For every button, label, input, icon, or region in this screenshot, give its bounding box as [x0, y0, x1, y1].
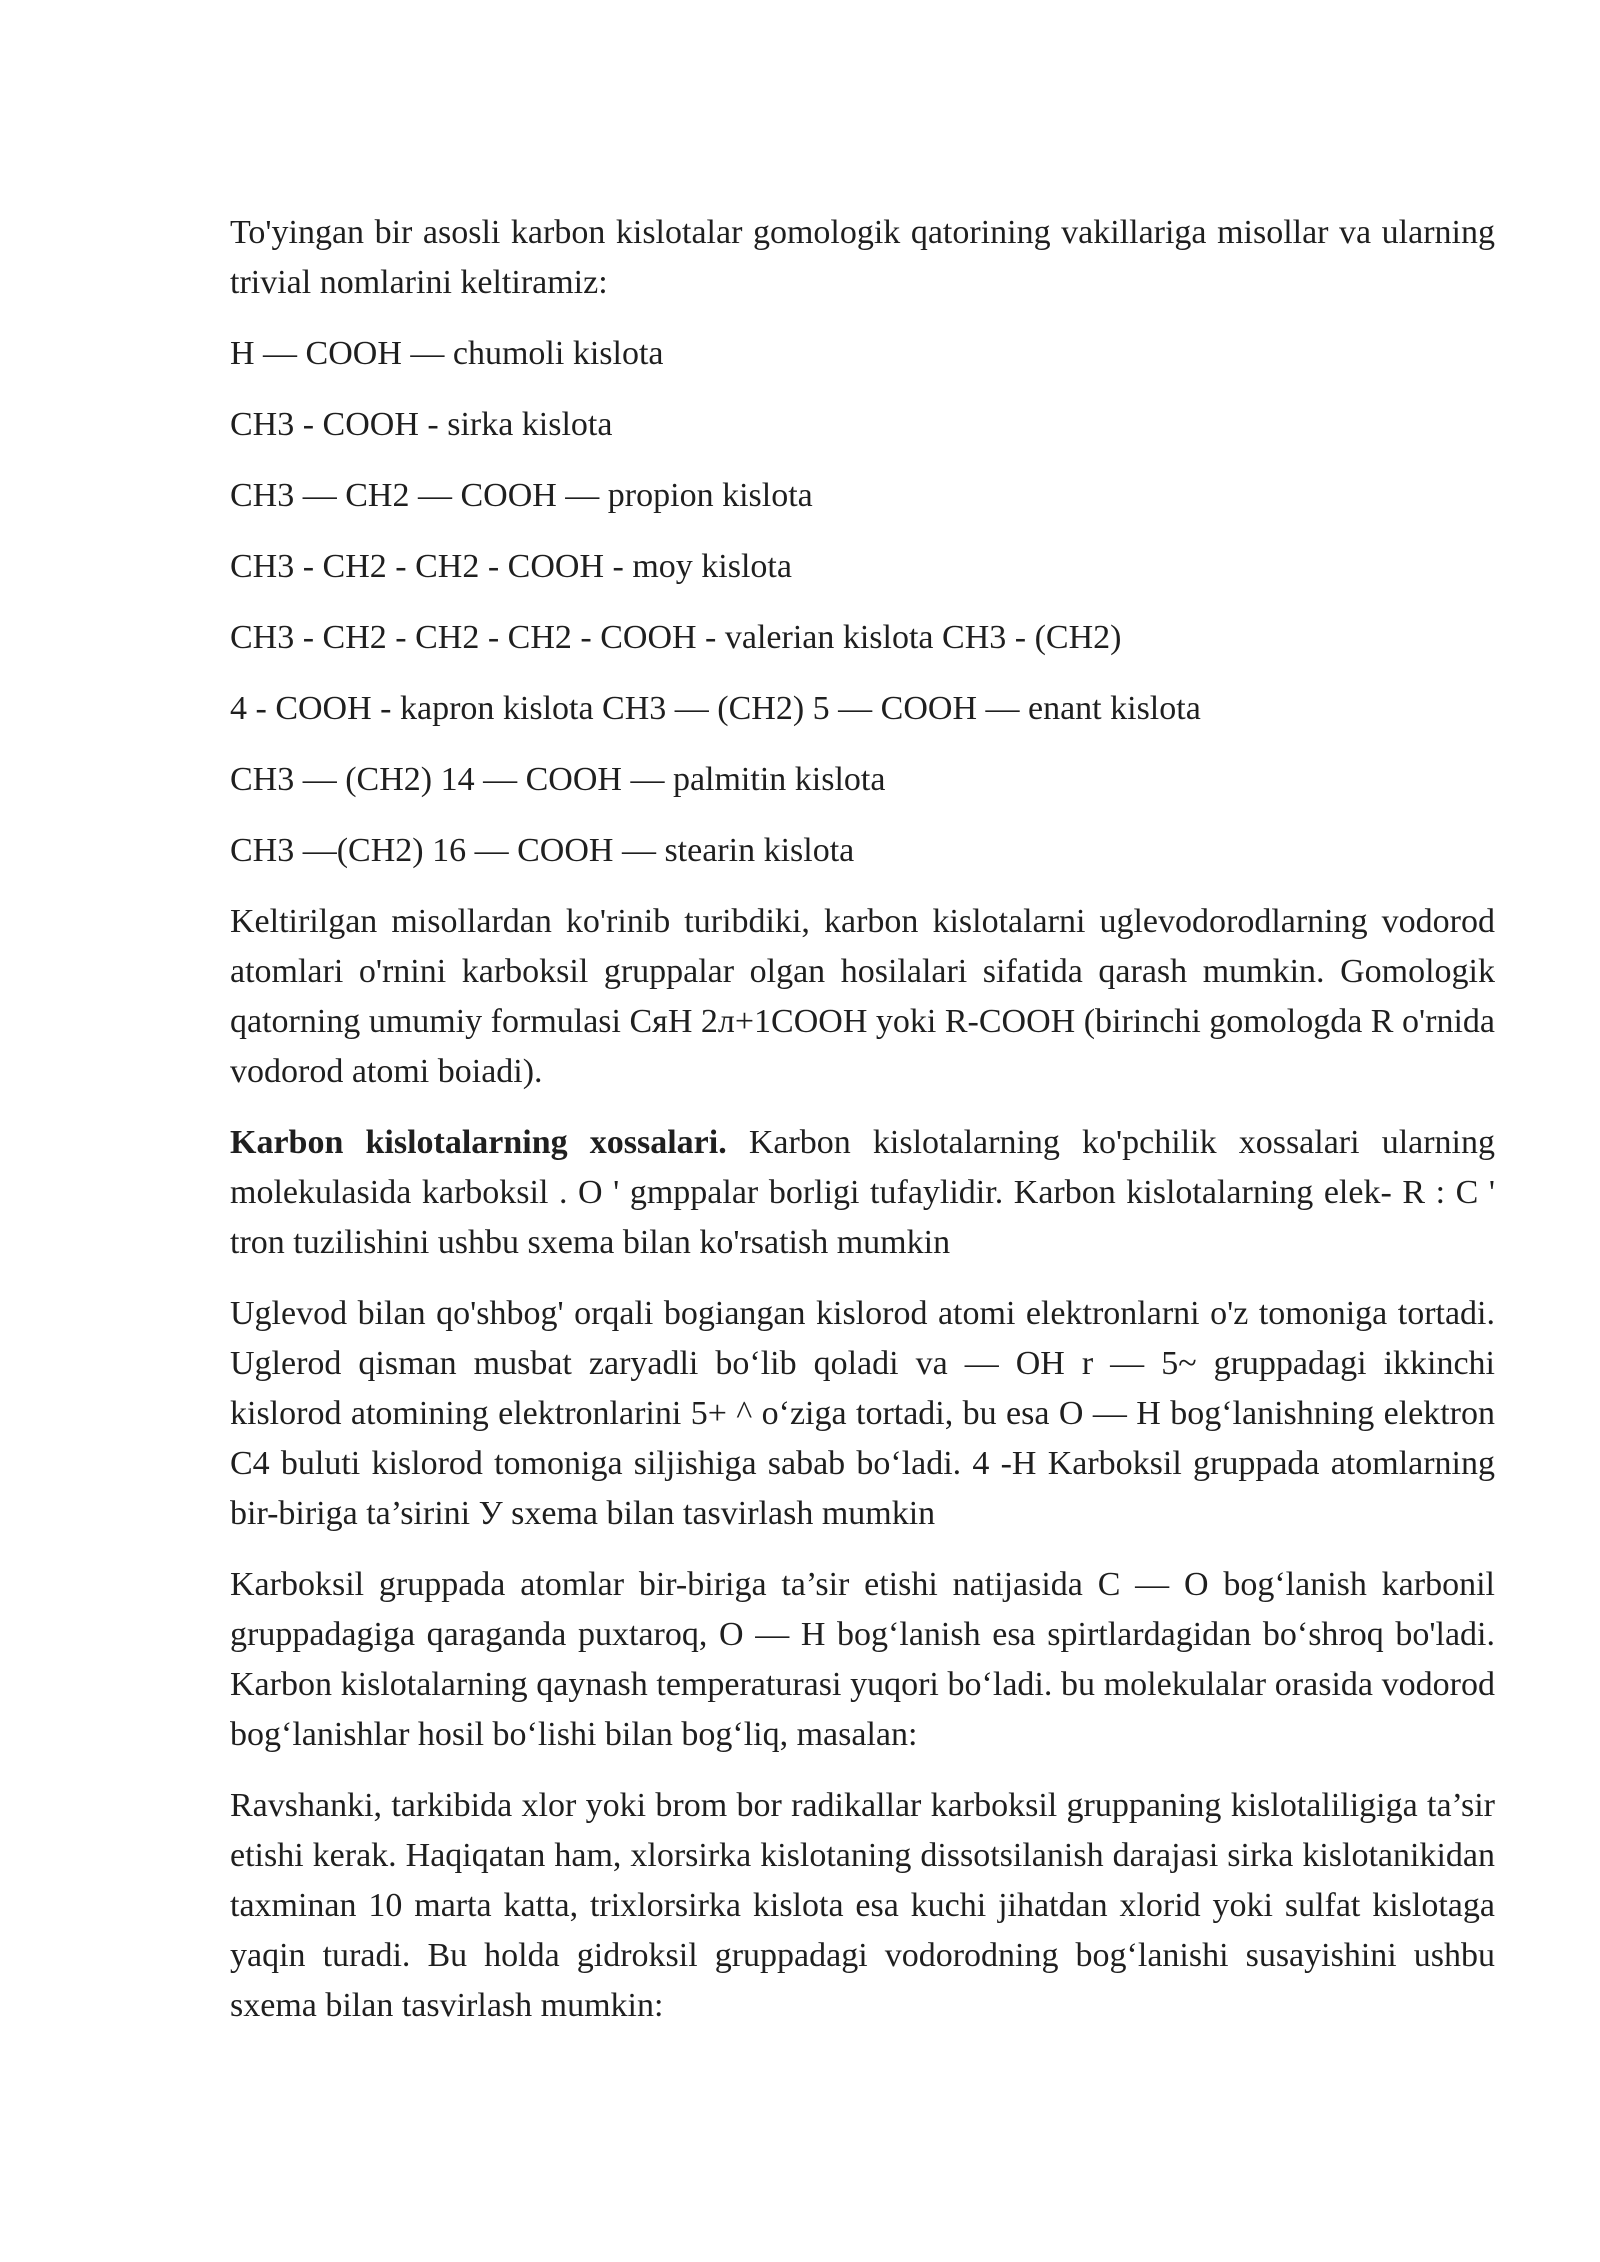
example-line: 4 - COOH - kapron kislota CH3 — (CH2) 5 — COOH — enant kislota: [230, 690, 1201, 727]
example-line: H — COOH — chumoli kislota: [230, 335, 664, 372]
example-line: CH3 - CH2 - CH2 - COOH - moy kislota: [230, 548, 792, 585]
example-line: CH3 - CH2 - CH2 - CH2 - COOH - valerian kislota CH3 - (CH2): [230, 619, 1122, 656]
document-page: [230, 208, 1495, 2052]
properties-heading: Karbon kislotalarning xossalari.: [230, 1124, 727, 1161]
properties-body: Karbon kislotalarning ko'pchilik xossalari ularning molekulasida karboksil . O ' gmppalar borligi tufaylidir. Karbon kislotalarning elek- R : C ' tron tuzilishini ushbu sxema bilan ko'rsatish mumkin: [230, 1124, 1495, 1261]
bond-strength-paragraph: Karboksil gruppada atomlar bir-biriga ta’sir etishi natijasida C — O bog‘lanish karbonil gruppadagiga qaraganda puxtaroq, O — H bog‘lanish esa spirtlardagidan bo‘shroq bo'ladi. Karbon kislotalarning qaynash temperaturasi yuqori bo‘ladi. bu molekulalar orasida vodorod bog‘lanishlar hosil bo‘lishi bilan bog‘liq, masalan:: [230, 1566, 1495, 1753]
example-line: CH3 —(CH2) 16 — COOH — stearin kislota: [230, 832, 855, 869]
intro-paragraph: To'yingan bir asosli karbon kislotalar gomologik qatorining vakillariga misollar va ularning trivial nomlarini keltiramiz:: [230, 214, 1495, 301]
example-line: CH3 — (CH2) 14 — COOH — palmitin kislota: [230, 761, 886, 798]
example-line: CH3 — CH2 — COOH — propion kislota: [230, 477, 813, 514]
properties-paragraph: [230, 1118, 1495, 1268]
example-line: CH3 - COOH - sirka kislota: [230, 406, 613, 443]
acidity-paragraph: Ravshanki, tarkibida xlor yoki brom bor radikallar karboksil gruppaning kislotaliligiga ta’sir etishi kerak. Haqiqatan ham, xlorsirka kislotaning dissotsilanish darajasi sirka kislotanikidan taxminan 10 marta katta, trixlorsirka kislota esa kuchi jihatdan xlorid yoki sulfat kislotaga yaqin turadi. Bu holda gidroksil gruppadagi vodorodning bog‘lanishi susayishini ushbu sxema bilan tasvirlash mumkin:: [230, 1787, 1495, 2024]
general-formula-paragraph: Keltirilgan misollardan ko'rinib turibdiki, karbon kislotalarni uglevodorodlarning vodorod atomlari o'rnini karboksil gruppalar olgan hosilalari sifatida qarash mumkin. Gomologik qatorning umumiy formulasi СяН 2л+1COOH yoki R-COOH (birinchi gomologda R o'rnida vodorod atomi boiadi).: [230, 903, 1495, 1090]
examples-list: [230, 329, 1495, 876]
electron-structure-paragraph: Uglevod bilan qo'shbog' orqali bogiangan kislorod atomi elektronlarni o'z tomoniga tortadi. Uglerod qisman musbat zaryadli bo‘lib qoladi va — OH r — 5~ gruppadagi ikkinchi kislorod atomining elektronlarini 5+ ^ o‘ziga tortadi, bu esa O — H bog‘lanishning elektron C4 buluti kislorod tomoniga siljishiga sabab bo‘ladi. 4 -H Karboksil gruppada atomlarning bir-biriga ta’sirini У sxema bilan tasvirlash mumkin: [230, 1295, 1495, 1532]
